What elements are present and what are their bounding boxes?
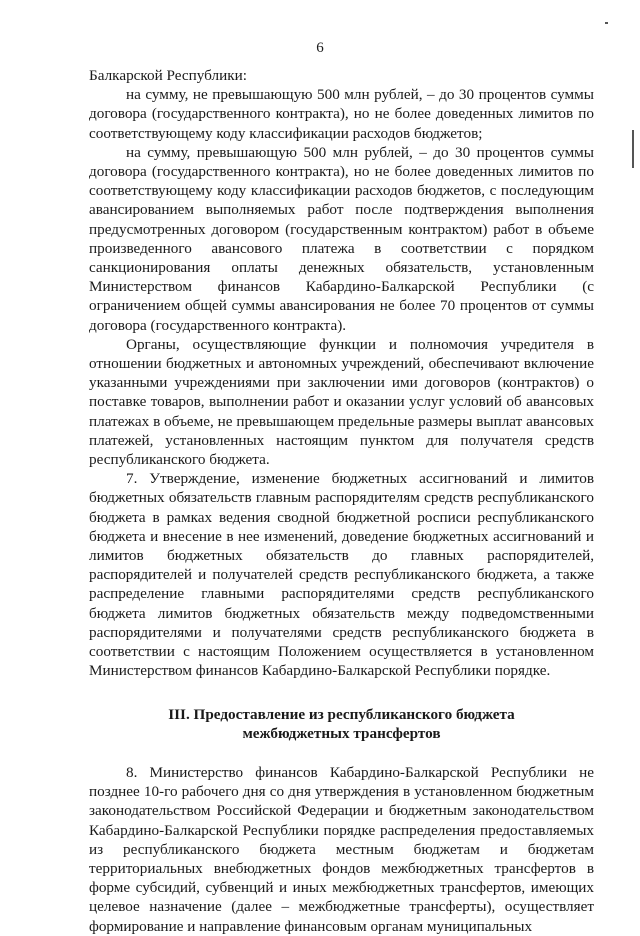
section-heading-line-1: III. Предоставление из республиканского бюджета bbox=[168, 705, 515, 723]
scan-mark-side bbox=[632, 130, 634, 168]
text-block-bottom bbox=[89, 763, 594, 936]
scan-mark-top bbox=[605, 22, 608, 24]
section-heading bbox=[89, 705, 594, 743]
paragraph: 7. Утверждение, изменение бюджетных ассигнований и лимитов бюджетных обязательств главным распорядителям средств республиканского бюджета в рамках ведения сводной бюджетной росписи республиканского бюджета и внесение в нее изменений, доведение бюджетных ассигнований и лимитов бюджетных обязательств до главных распорядителей, распорядителей и получателей средств республиканского бюджета, а также распределение главными распорядителями средств республиканского бюджета лимитов бюджетных обязательств между подведомственными распорядителями и получателями средств республиканского бюджета в соответствии с настоящим Положением осуществляется в установленном Министерством финансов Кабардино-Балкарской Республики порядке. bbox=[89, 470, 594, 680]
paragraph: Органы, осуществляющие функции и полномочия учредителя в отношении бюджетных и автономных учреждений, обеспечивают включение указанными учреждениями при заключении ими договоров (контрактов) о поставке товаров, выполнении работ и оказании услуг условий об авансовых платежах в объеме, не превышающем предельные размеры выплат авансовых платежей, установленных настоящим пунктом для получателя средств республиканского бюджета. bbox=[89, 335, 594, 469]
paragraph: на сумму, не превышающую 500 млн рублей, – до 30 процентов суммы договора (государственного контракта), но не более доведенных лимитов по соответствующему коду классификации расходов бюджетов; bbox=[89, 86, 594, 142]
document-body bbox=[89, 66, 594, 936]
section-heading-line-2: межбюджетных трансфертов bbox=[242, 724, 441, 742]
paragraph: на сумму, превышающую 500 млн рублей, – до 30 процентов суммы договора (государственного контракта), но не более доведенных лимитов по соответствующему коду классификации расходов бюджетов, с последующим авансированием выполняемых работ после подтверждения выполнения предусмотренных договором (государственным контрактом) работ в объеме произведенного авансового платежа в соответствии с порядком санкционирования оплаты денежных обязательств, установленным Министерством финансов Кабардино-Балкарской Республики (с ограничением общей суммы авансирования не более 70 процентов от суммы договора (государственного контракта). bbox=[89, 143, 594, 334]
paragraph: Балкарской Республики: bbox=[89, 67, 247, 84]
page-number: 6 bbox=[316, 40, 324, 56]
paragraph: 8. Министерство финансов Кабардино-Балкарской Республики не позднее 10-го рабочего дня со дня утверждения в установленном бюджетным законодательством Российской Федерации и бюджетным законодательством Кабардино-Балкарской Республики порядке распределения предоставляемых из республиканского бюджета местным бюджетам и бюджетам территориальных внебюджетных фондов межбюджетных трансфертов в форме субсидий, субвенций и иных межбюджетных трансфертов, имеющих целевое назначение (далее – межбюджетные трансферты), осуществляет формирование и направление финансовым органам муниципальных bbox=[89, 763, 594, 935]
text-block-top bbox=[89, 66, 594, 681]
